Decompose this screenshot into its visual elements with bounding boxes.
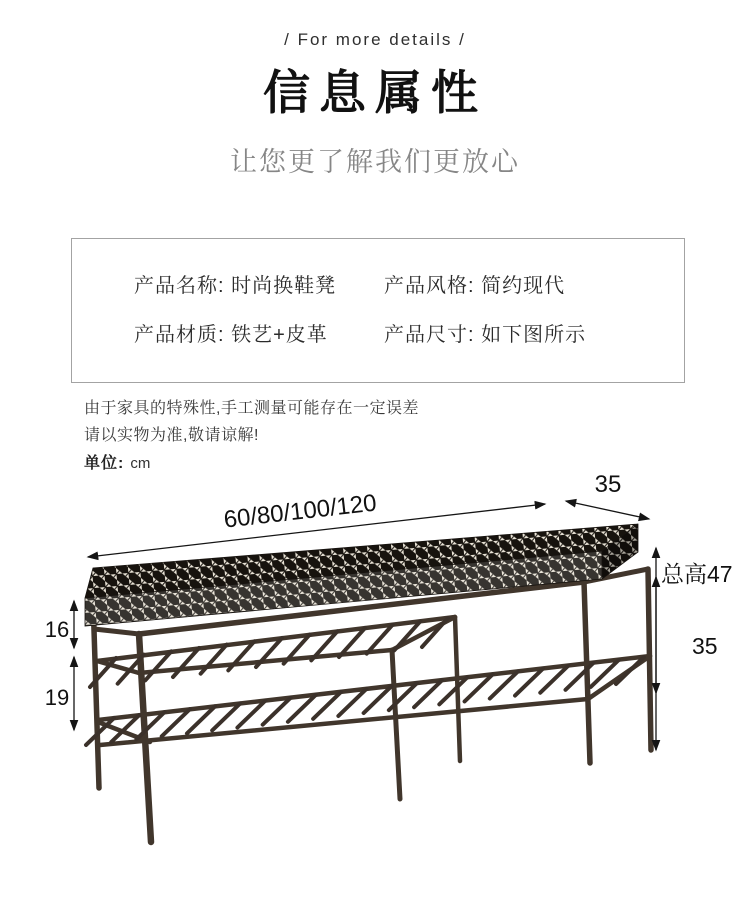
attr-label: 产品尺寸: [384,324,475,346]
attr-label: 产品风格: [384,275,475,297]
attr-value: 时尚换鞋凳 [231,275,337,297]
attr-product-material [134,318,384,347]
mid-shelf-support-leg-front [392,650,400,799]
gap-top-label: 16 [44,617,70,642]
total-height-label: 总高47 [661,561,733,587]
gap-bottom-label: 19 [44,685,70,710]
attr-value: 如下图所示 [481,324,587,346]
page-subtitle: 让您更了解我们更放心 [230,147,520,177]
measurement-note-line1: 由于家具的特殊性,手工测量可能存在一定误差 [84,400,419,417]
product-attributes-grid [134,269,654,347]
attr-label: 产品材质: [134,324,225,346]
attr-product-name [134,269,384,298]
unit-value: cm [130,455,151,472]
depth-dimension-label: 35 [594,471,622,498]
attr-value: 简约现代 [481,275,566,297]
bench-dimension-diagram [0,460,750,860]
attr-product-size [384,318,654,347]
length-dimension-label: 60/80/100/120 [222,489,378,534]
mid-shelf-back-rail [97,617,455,661]
tagline: / For more details / [284,30,466,49]
bottom-shelf-front-rail [100,699,588,745]
unit-label: 单位: [84,455,125,472]
page-title: 信息属性 [263,66,487,119]
frame-height-label: 35 [692,633,718,659]
attr-product-style [384,269,654,298]
product-attributes-box [71,238,685,383]
frame-leg-left-rear [93,598,99,788]
frame-top-left-rail [94,629,139,634]
attr-label: 产品名称: [134,275,225,297]
attr-value: 铁艺+皮革 [231,324,328,346]
measurement-note-line2: 请以实物为准,敬请谅解! [84,427,259,444]
depth-dimension-line [566,501,649,519]
